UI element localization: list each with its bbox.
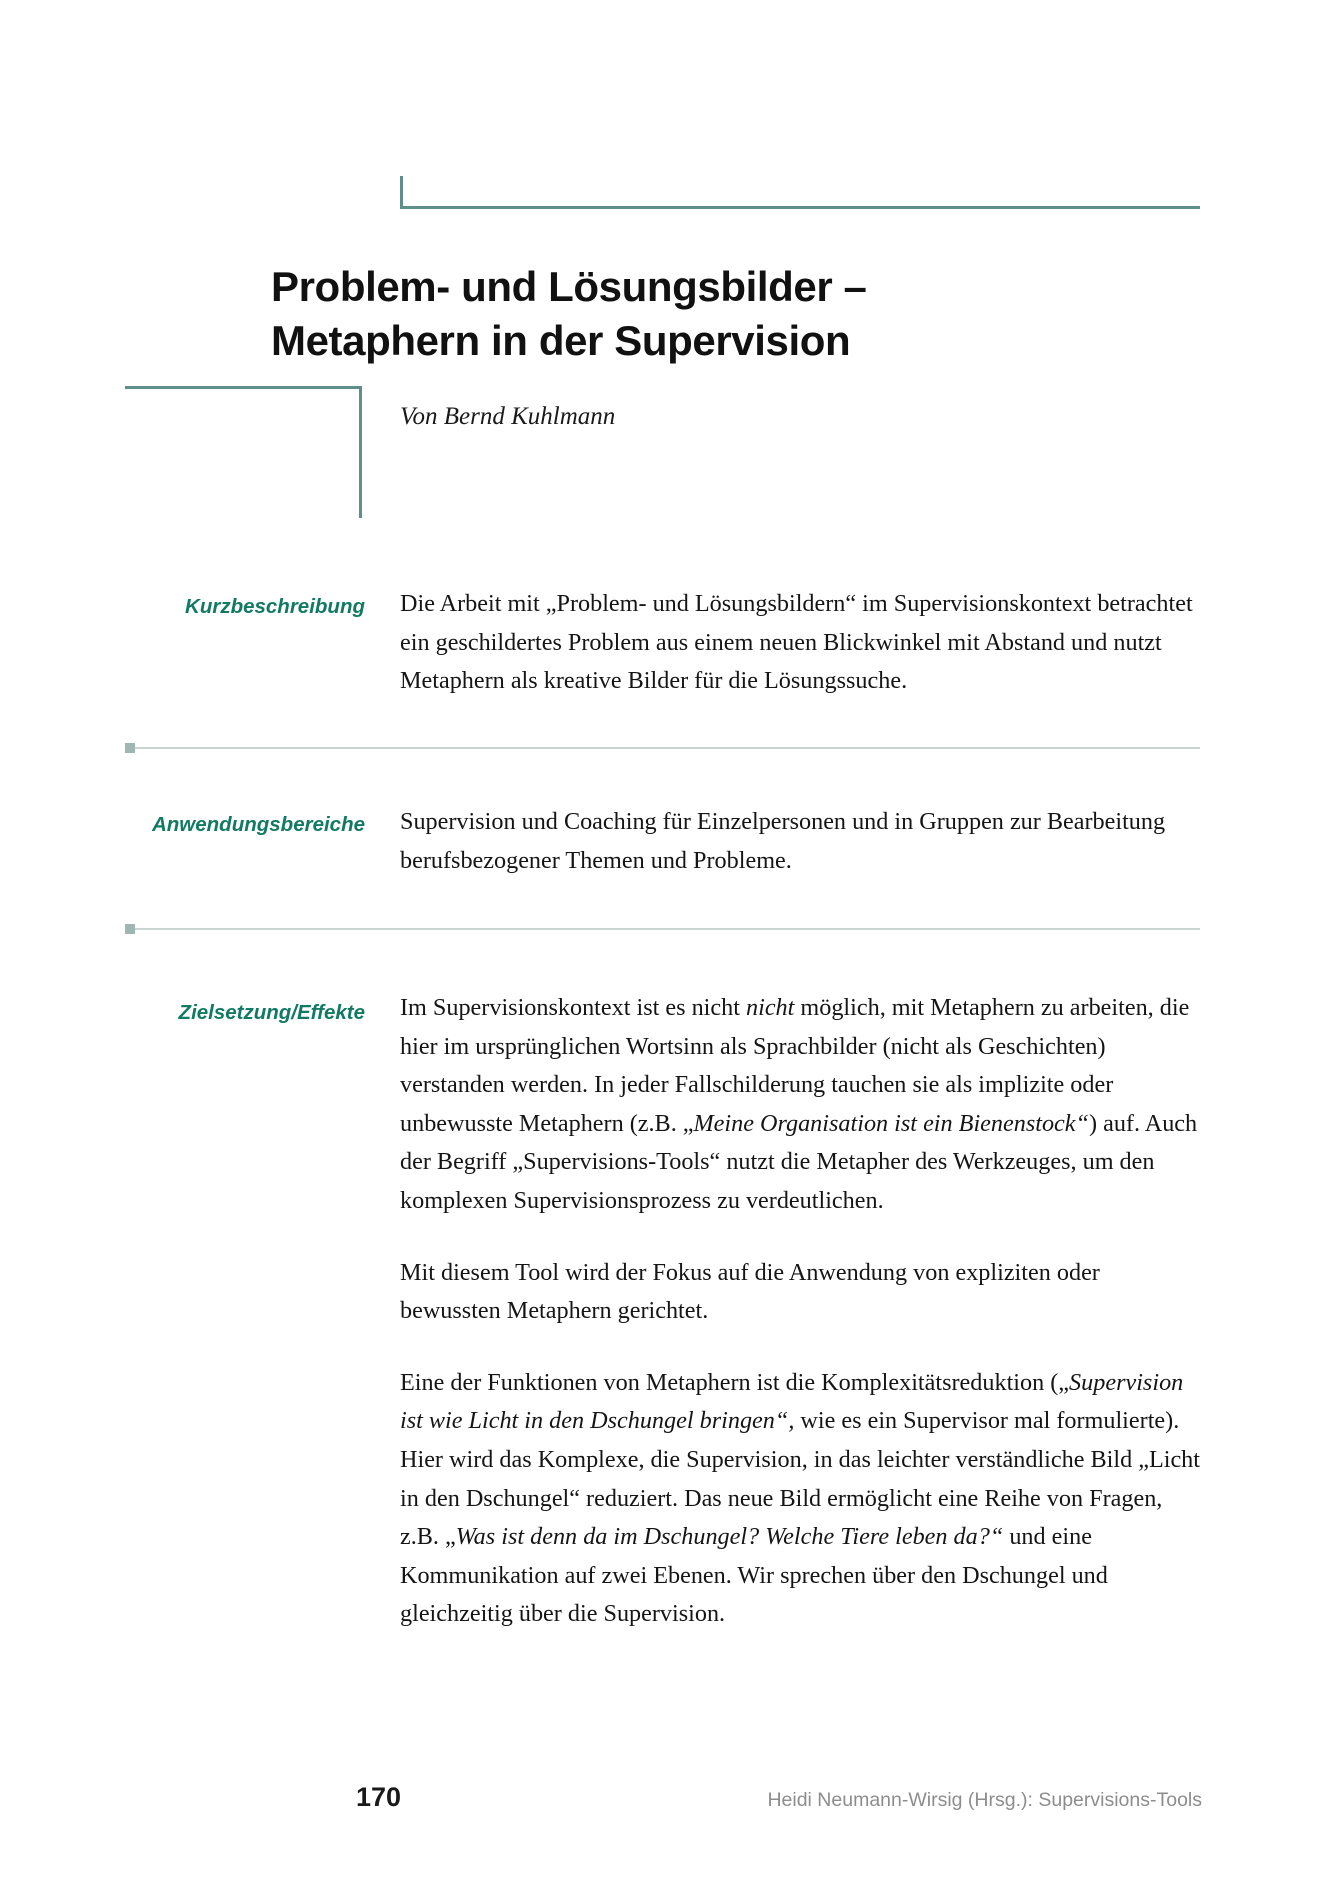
header-rule-vertical: [400, 176, 403, 209]
author-rule-horizontal: [125, 386, 362, 389]
section-label-anwendungsbereiche: Anwendungsbereiche: [151, 813, 365, 836]
section-label-zielsetzung-effekte: Zielsetzung/Effekte: [178, 1001, 365, 1024]
section-separator-2: [125, 928, 1200, 930]
footer-page-number: 170: [356, 1782, 402, 1812]
section-separator-1: [125, 747, 1200, 749]
paragraph: Die Arbeit mit „Problem- und Lösungsbildern“ im Supervisionskontext betrachtet ein geschildertes Problem aus einem neuen Blickwinkel mit Abstand und nutzt Metaphern als kreative Bilder für die Lösungssuche.: [400, 590, 1193, 695]
paragraph: Im Supervisionskontext ist es nicht nicht möglich, mit Metaphern zu arbeiten, die hier im ursprünglichen Wortsinn als Sprachbilder (nicht als Geschichten) verstanden werden. In jeder Fallschilderung tauchen sie als implizite oder unbewusste Metaphern (z.B. „Meine Organisation ist ein Bienenstock“) auf. Auch der Begriff „Supervisions-Tools“ nutzt die Metapher des Werkzeuges, um den komplexen Supervisionsprozess zu verdeutlichen.: [400, 994, 1198, 1214]
paragraph: Mit diesem Tool wird der Fokus auf die Anwendung von expliziten oder bewussten Metaphern gerichtet.: [400, 1258, 1100, 1325]
paragraph: Eine der Funktionen von Metaphern ist die Komplexitätsreduktion („Supervision ist wie Licht in den Dschungel bringen“, wie es ein Supervisor mal formulierte). Hier wird das Komplexe, die Supervision, in das leichter verständliche Bild „Licht in den Dschungel“ reduziert. Das neue Bild ermöglicht eine Reihe von Fragen, z.B. „Was ist denn da im Dschungel? Welche Tiere leben da?“ und eine Kommunikation auf zwei Ebenen. Wir sprechen über den Dschungel und gleichzeitig über die Supervision.: [400, 1368, 1200, 1628]
section-body-zielsetzung-effekte: [400, 989, 1205, 1634]
section-body-kurzbeschreibung: [400, 585, 1205, 701]
page-title-line-2: Metaphern in der Supervision: [271, 316, 851, 364]
header-rule-horizontal: [400, 206, 1200, 209]
section-body-anwendungsbereiche: [400, 803, 1205, 880]
author-rule-vertical: [359, 386, 362, 518]
paragraph: Supervision und Coaching für Einzelpersonen und in Gruppen zur Bearbeitung berufsbezogener Themen und Probleme.: [400, 808, 1166, 874]
section-label-kurzbeschreibung: Kurzbeschreibung: [185, 595, 365, 618]
footer-credit: Heidi Neumann-Wirsig (Hrsg.): Supervisions-Tools: [767, 1789, 1202, 1811]
author-byline: Von Bernd Kuhlmann: [400, 403, 616, 430]
page-title: [271, 260, 1171, 368]
page-title-line-1: Problem- und Lösungsbilder –: [271, 263, 867, 311]
